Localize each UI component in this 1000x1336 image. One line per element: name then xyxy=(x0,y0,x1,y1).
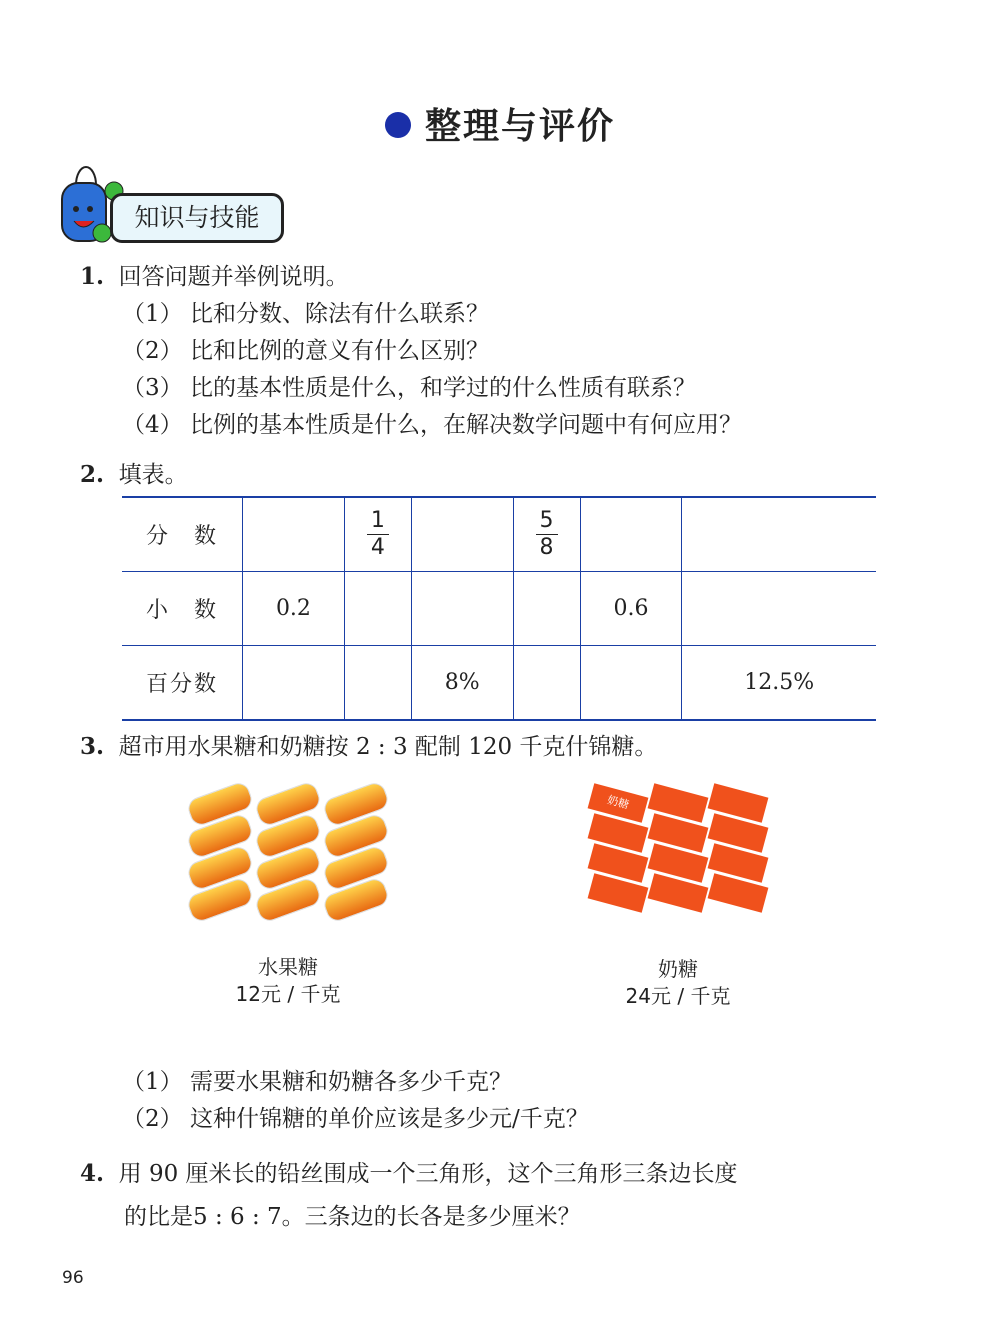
row-label: 小 数 xyxy=(145,598,218,623)
sub-question: （3） 比的基本性质是什么，和学过的什么性质有联系？ xyxy=(122,375,696,401)
sub-question: （4） 比例的基本性质是什么，在解决数学问题中有何应用？ xyxy=(122,412,742,438)
bullet-dot-icon xyxy=(385,112,411,138)
row-label: 分 数 xyxy=(145,524,218,549)
candy-price: 12元 / 千克 xyxy=(235,982,341,1006)
answer-cell[interactable] xyxy=(243,497,345,572)
candy-price: 24元 / 千克 xyxy=(625,984,731,1008)
numerator: 5 xyxy=(536,508,558,535)
table-row xyxy=(122,572,876,646)
sub-question: （2） 比和比例的意义有什么区别？ xyxy=(122,338,489,364)
question-1 xyxy=(80,258,742,444)
cell: 12.5% xyxy=(682,646,876,721)
candy-name: 水果糖 xyxy=(258,955,318,979)
answer-cell[interactable] xyxy=(580,646,682,721)
denominator: 8 xyxy=(539,535,554,560)
page-number: 96 xyxy=(62,1268,84,1288)
sub-question: （1） 比和分数、除法有什么联系？ xyxy=(122,301,489,327)
q-text: 超市用水果糖和奶糖按 2 : 3 配制 120 千克什锦糖。 xyxy=(118,734,658,760)
q-text: 的比是5 : 6 : 7。三条边的长各是多少厘米？ xyxy=(124,1204,581,1230)
sub-question: （1） 需要水果糖和奶糖各多少千克？ xyxy=(122,1069,512,1095)
cell xyxy=(513,497,580,572)
row-label: 百分数 xyxy=(145,672,218,697)
cell: 0.2 xyxy=(243,572,345,646)
q-text: 用 90 厘米长的铅丝围成一个三角形，这个三角形三条边长度 xyxy=(118,1161,738,1187)
answer-cell[interactable] xyxy=(513,646,580,721)
question-3 xyxy=(80,728,657,766)
answer-cell[interactable] xyxy=(682,572,876,646)
answer-cell[interactable] xyxy=(344,646,411,721)
cell xyxy=(344,497,411,572)
q-number: 3. xyxy=(80,733,105,760)
table-row xyxy=(122,497,876,572)
section-heading: 知识与技能 xyxy=(110,193,284,243)
wrapper-label: 奶糖 xyxy=(588,783,649,823)
answer-cell[interactable] xyxy=(344,572,411,646)
page-title xyxy=(0,98,1000,149)
answer-cell[interactable] xyxy=(411,497,513,572)
q-number: 1. xyxy=(80,263,105,290)
denominator: 4 xyxy=(370,535,385,560)
title-text: 整理与评价 xyxy=(424,106,615,147)
q-text: 填表。 xyxy=(118,462,188,488)
candy-name: 奶糖 xyxy=(658,957,698,981)
answer-cell[interactable] xyxy=(682,497,876,572)
section-badge xyxy=(58,165,283,253)
q-number: 4. xyxy=(80,1160,105,1187)
answer-cell[interactable] xyxy=(580,497,682,572)
question-2 xyxy=(80,456,188,494)
question-4 xyxy=(80,1152,738,1239)
q-text: 回答问题并举例说明。 xyxy=(118,264,349,290)
milk-candy-image xyxy=(568,790,788,1010)
answer-cell[interactable] xyxy=(243,646,345,721)
fill-table xyxy=(122,496,876,721)
cell: 0.6 xyxy=(580,572,682,646)
q-number: 2. xyxy=(80,461,105,488)
q3-subquestions xyxy=(122,1064,589,1138)
fruit-candy-image xyxy=(178,790,398,1008)
table-row xyxy=(122,646,876,721)
numerator: 1 xyxy=(367,508,389,535)
cell: 8% xyxy=(411,646,513,721)
answer-cell[interactable] xyxy=(513,572,580,646)
sub-question: （2） 这种什锦糖的单价应该是多少元/千克？ xyxy=(122,1106,589,1132)
answer-cell[interactable] xyxy=(411,572,513,646)
